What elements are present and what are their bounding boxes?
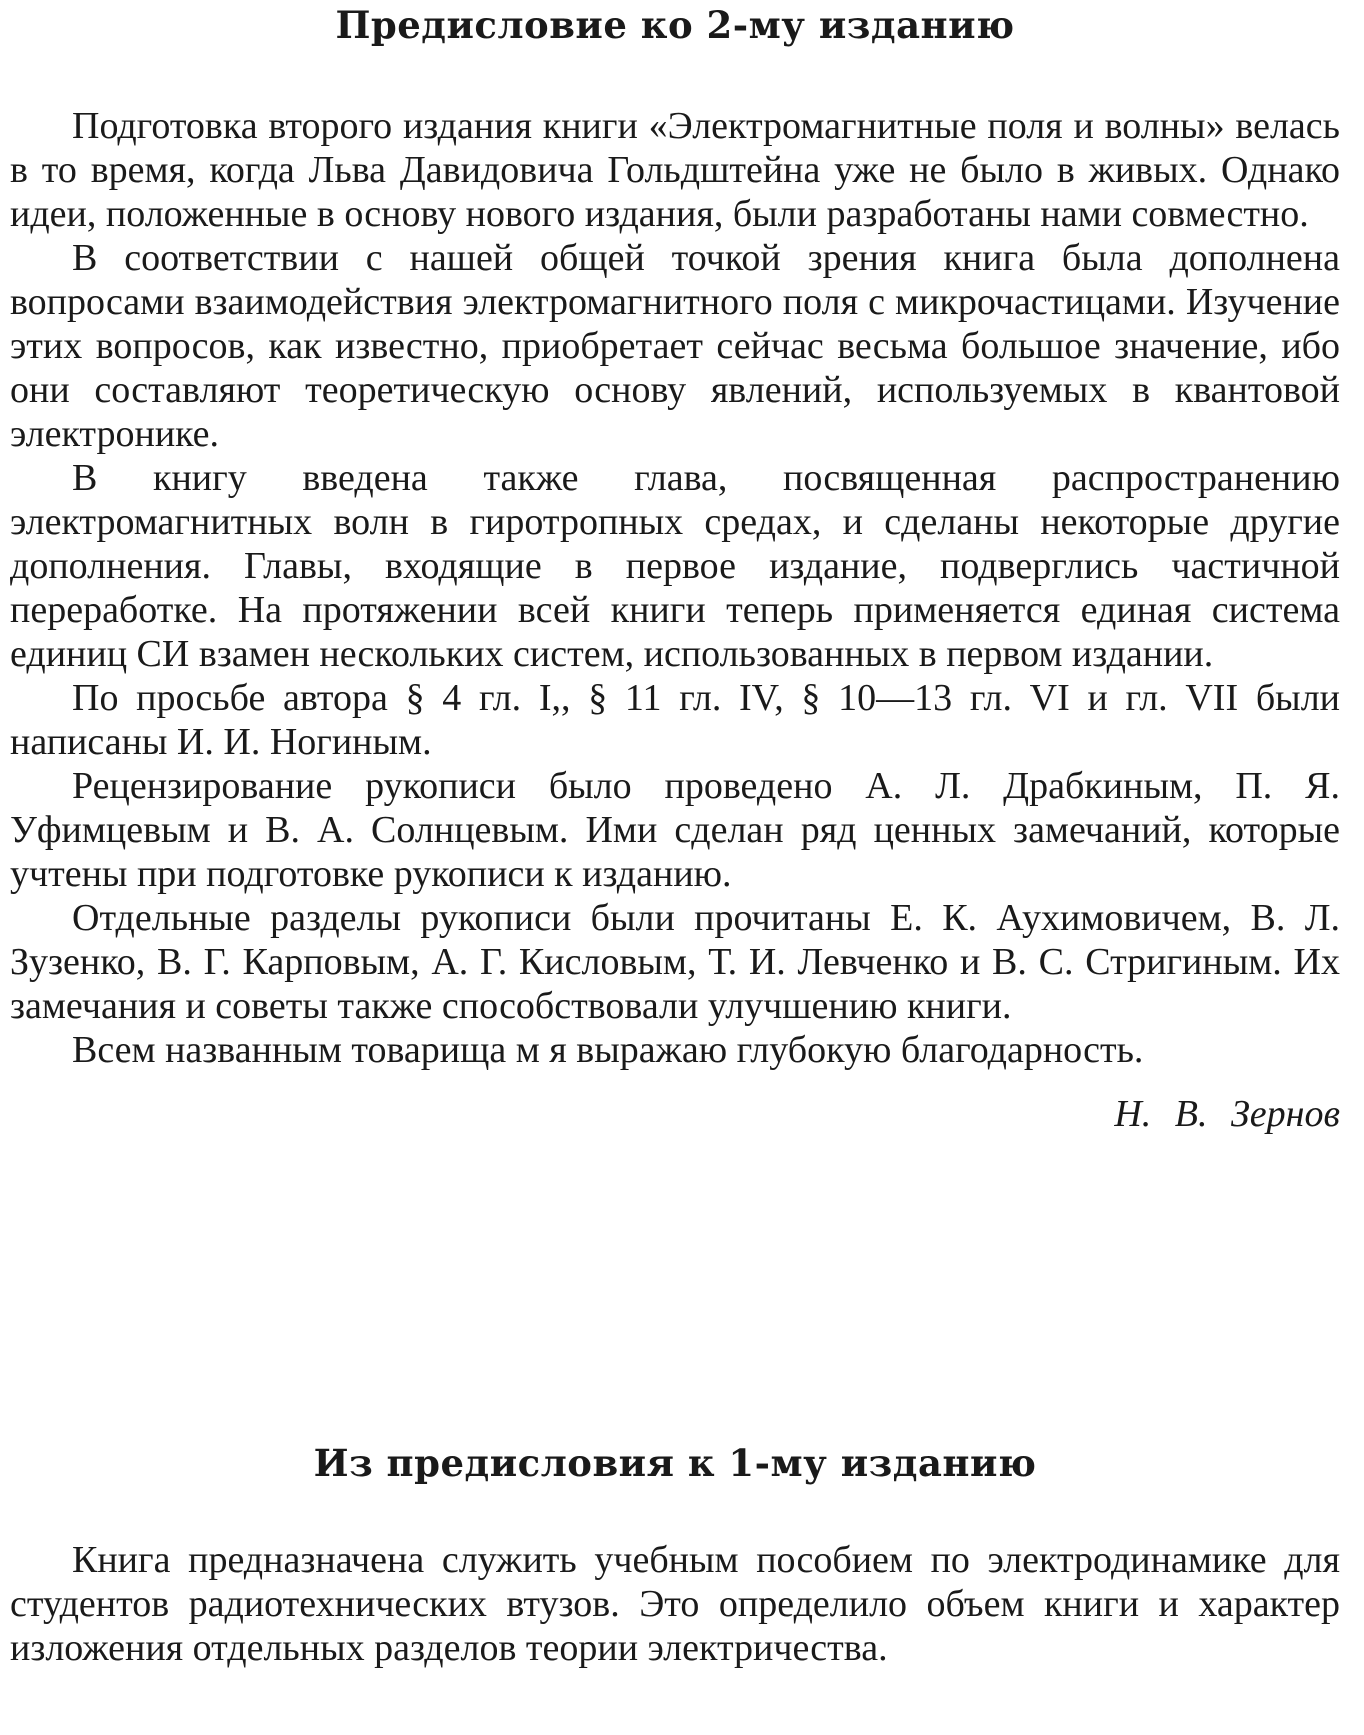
preface-2-paragraph-7: Всем названным товарища м я выражаю глубокую благодарность.: [72, 1029, 1144, 1071]
preface-2-paragraph-4: По просьбе автора § 4 гл. I,, § 11 гл. IV, § 10—13 гл. VI и гл. VII были написаны И. И. Ногиным.: [10, 677, 1340, 763]
author-signature: Н. В. Зернов: [1114, 1093, 1340, 1135]
preface-2-paragraph-2: В соответствии с нашей общей точкой зрения книга была дополнена вопросами взаимодействия электромагнитного поля с микрочастицами. Изучение этих вопросов, как известно, приобретает сейчас весьма большое значение, ибо они составляют теоретическую основу явлений, используемых в квантовой электронике.: [10, 237, 1340, 455]
preface-2-title: Предисловие ко 2-му изданию: [335, 3, 1015, 47]
preface-1-paragraph-1: Книга предназначена служить учебным пособием по электродинамике для студентов радиотехнических втузов. Это определило объем книги и характер изложения отдельных разделов теории электричества.: [10, 1539, 1340, 1669]
preface-2-paragraph-5: Рецензирование рукописи было проведено А. Л. Драбкиным, П. Я. Уфимцевым и В. А. Солнцевым. Ими сделан ряд ценных замечаний, которые учтены при подготовке рукописи к изданию.: [10, 765, 1340, 895]
preface-2-body: [10, 104, 1340, 1136]
preface-1-title: Из предисловия к 1-му изданию: [313, 1441, 1037, 1485]
preface-1-body: [10, 1538, 1340, 1670]
preface-2-paragraph-3: В книгу введена также глава, посвященная распространению электромагнитных волн в гиротропных средах, и сделаны некоторые другие дополнения. Главы, входящие в первое издание, подверглись частичной переработке. На протяжении всей книги теперь применяется единая система единиц СИ взамен нескольких систем, использованных в первом издании.: [10, 457, 1340, 675]
preface-2-paragraph-1: Подготовка второго издания книги «Электромагнитные поля и волны» велась в то время, когда Льва Давидовича Гольдштейна уже не было в живых. Однако идеи, положенные в основу нового издания, были разработаны нами совместно.: [10, 105, 1340, 235]
preface-2-paragraph-6: Отдельные разделы рукописи были прочитаны Е. К. Аухимовичем, В. Л. Зузенко, В. Г. Карповым, А. Г. Кисловым, Т. И. Левченко и В. С. Стригиным. Их замечания и советы также способствовали улучшению книги.: [10, 897, 1340, 1027]
